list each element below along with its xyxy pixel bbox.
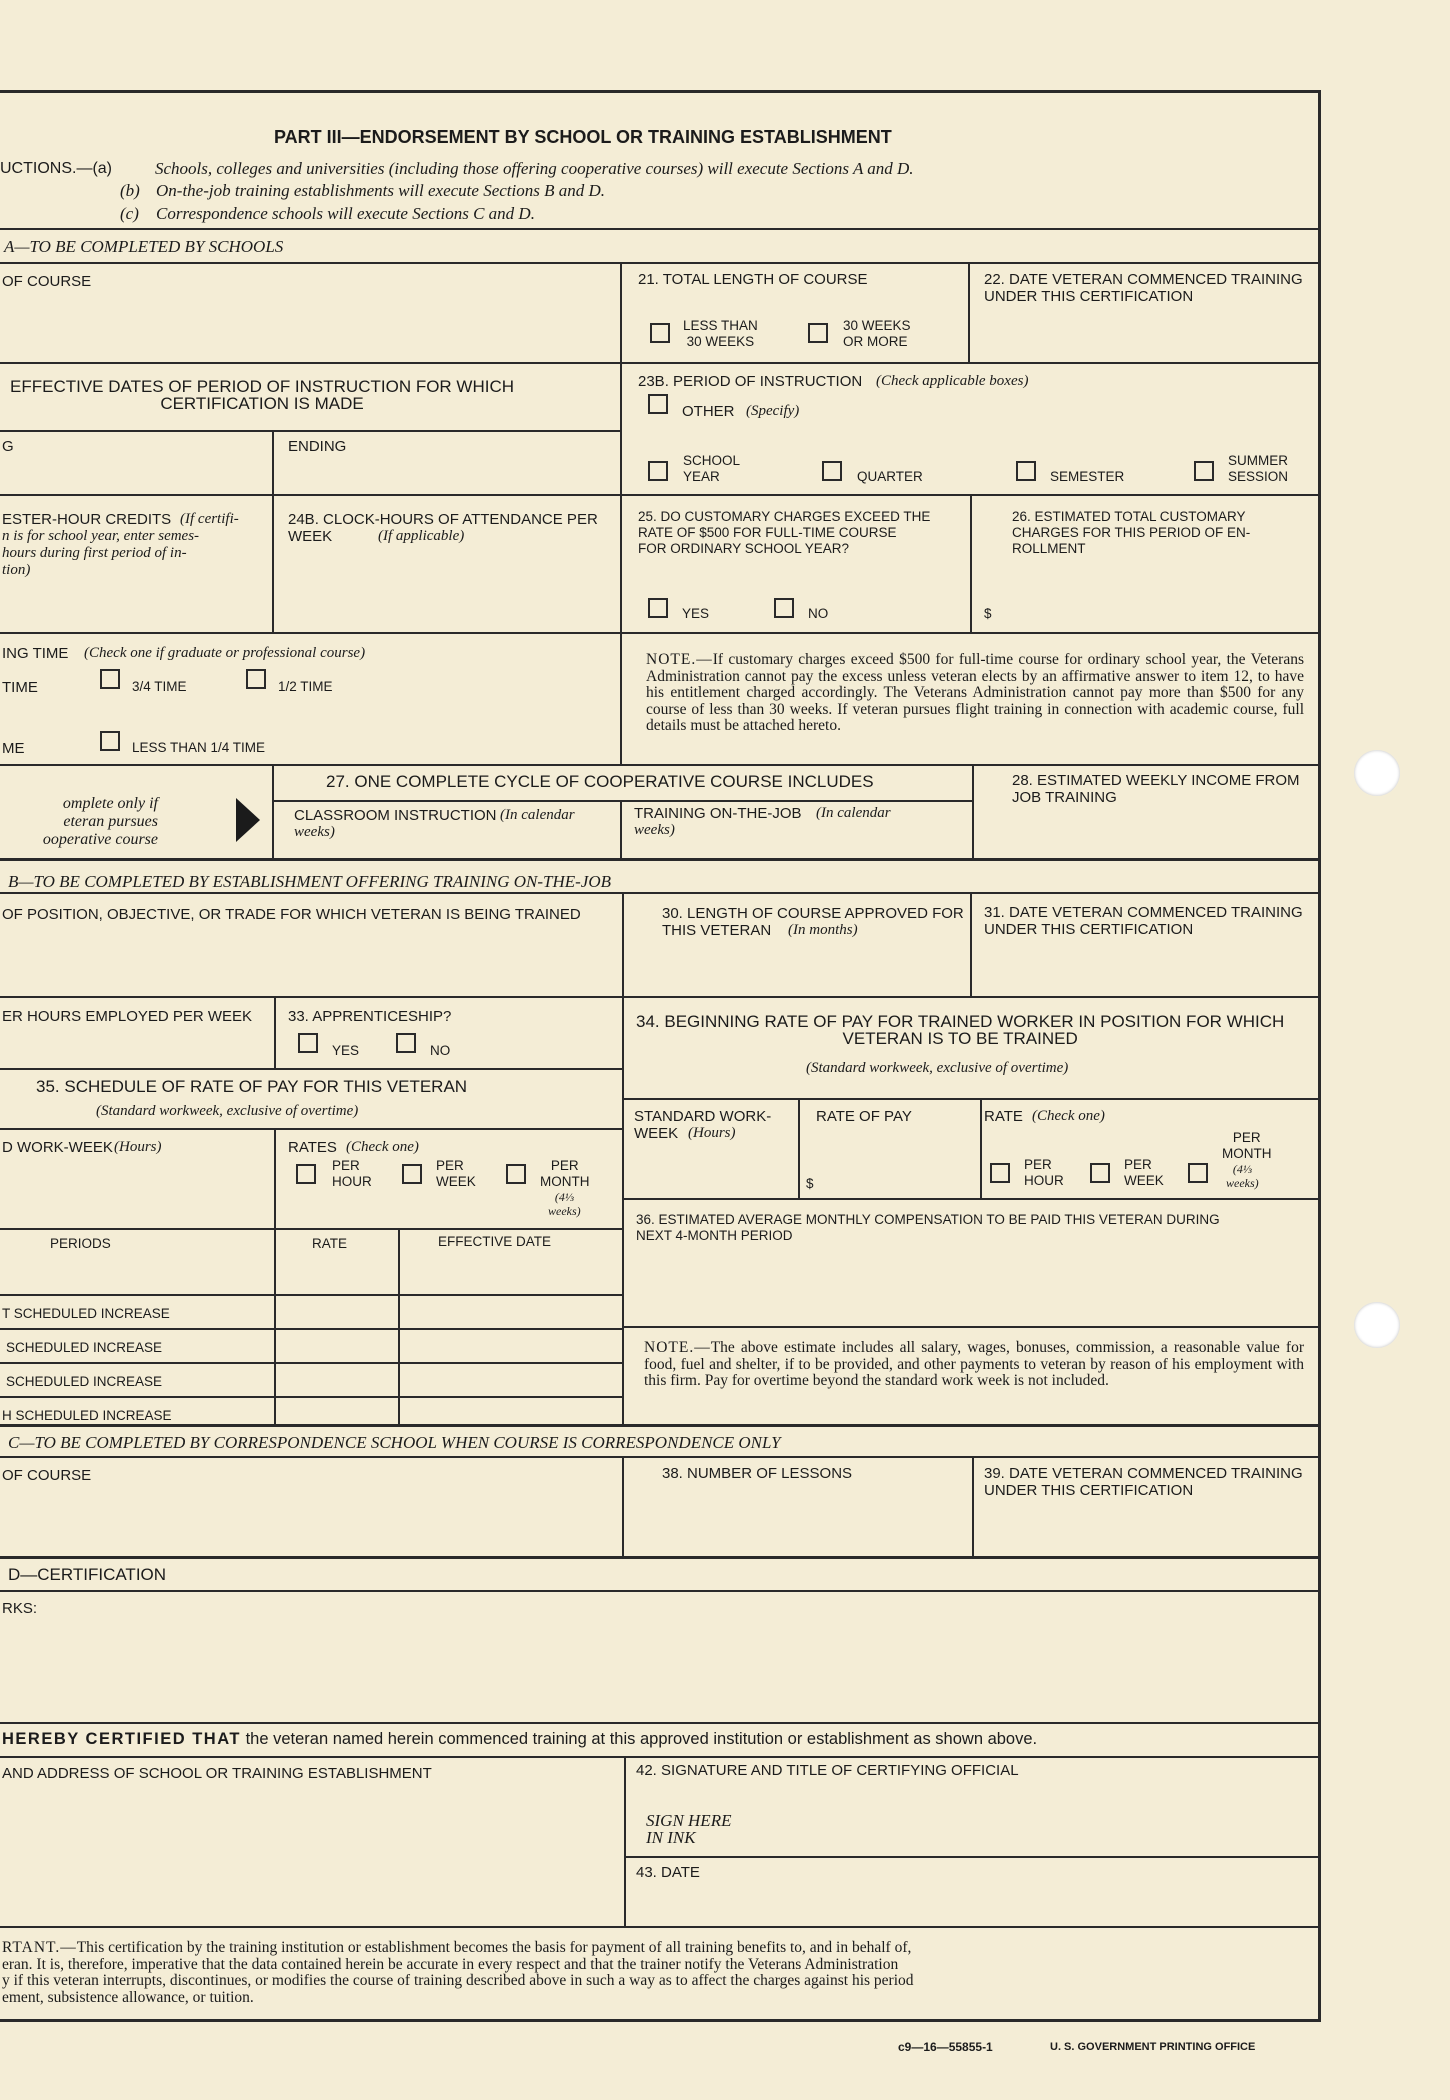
field-35-workweek-note: (Hours) [114, 1139, 162, 1155]
field-23b-label: 23B. PERIOD OF INSTRUCTION [638, 373, 863, 390]
rule-b-table-r0 [0, 1294, 622, 1296]
vrule-b34a [798, 1098, 800, 1198]
option-3-4-time: 3/4 TIME [132, 679, 187, 694]
field-39-label: 39. DATE VETERAN COMMENCED TRAINING UNDER THIS CERTIFICATION [984, 1465, 1303, 1499]
checkbox-25-yes[interactable] [648, 598, 668, 618]
checkbox-35-per-month[interactable] [506, 1164, 526, 1184]
checkbox-other[interactable] [648, 394, 668, 414]
part-title: PART III—ENDORSEMENT BY SCHOOL OR TRAINING ESTABLISHMENT [274, 127, 892, 147]
field-34-label: 34. BEGINNING RATE OF PAY FOR TRAINED WORKER IN POSITION FOR WHICH VETERAN IS TO BE TRAINED [636, 1012, 1285, 1048]
checkbox-3-4-time[interactable] [100, 669, 120, 689]
field-34-note: (Standard workweek, exclusive of overtime) [806, 1060, 1069, 1076]
vrule-coop1 [272, 764, 274, 858]
checkbox-25-no[interactable] [774, 598, 794, 618]
field-34-rate-check: RATE [984, 1108, 1023, 1125]
checkbox-less-than-1-4-time[interactable] [100, 731, 120, 751]
field-32-label: ER HOURS EMPLOYED PER WEEK [2, 1008, 253, 1025]
section-a-note [646, 652, 1304, 735]
field-35-rates: RATES [288, 1139, 337, 1156]
field-33-label: 33. APPRENTICESHIP? [288, 1008, 452, 1025]
section-b-heading: B—TO BE COMPLETED BY ESTABLISHMENT OFFERING TRAINING ON-THE-JOB [8, 872, 612, 891]
option-less-than-1-4-time: LESS THAN 1/4 TIME [132, 740, 266, 755]
option-full-time: TIME [2, 679, 38, 696]
column-periods: PERIODS [50, 1236, 111, 1251]
vrule-b33 [274, 996, 276, 1068]
option-less-than-30-weeks: LESS THAN 30 WEEKS [683, 318, 758, 349]
rule-b-row1 [0, 996, 1321, 998]
field-31-label: 31. DATE VETERAN COMMENCED TRAINING UNDER THIS CERTIFICATION [984, 904, 1303, 938]
field-28-label: 28. ESTIMATED WEEKLY INCOME FROM JOB TRAINING [1012, 772, 1300, 806]
field-24a-label: ESTER-HOUR CREDITS [2, 511, 172, 528]
field-34-standard-workweek-note: (Hours) [688, 1125, 736, 1141]
option-35-per-week: PER WEEK [436, 1158, 476, 1189]
form-number: c9—16—55855-1 [898, 2040, 993, 2054]
checkbox-35-per-week[interactable] [402, 1164, 422, 1184]
remarks-label: RKS: [2, 1600, 38, 1617]
printer-credit: U. S. GOVERNMENT PRINTING OFFICE [1050, 2041, 1256, 2053]
section-b-note-lead: NOTE.— [644, 1339, 711, 1356]
option-34-per-month: PER MONTH [1222, 1130, 1272, 1161]
rule-b-table-r1 [0, 1328, 622, 1330]
certification-statement [2, 1731, 1037, 1748]
table-row-label: T SCHEDULED INCREASE [2, 1306, 170, 1321]
vrule-b35b [398, 1228, 400, 1424]
option-35-per-hour: PER HOUR [332, 1158, 372, 1189]
rule-d-remarks [0, 1722, 1321, 1724]
important-text: This certification by the training institution or establishment becomes the basis for payment of all training benefits to, and in behalf of, eran. It is, therefore, imperative that the data contained herein be accurate in every respect and that the trainer notify the Veterans Administration y if this veteran interrupts, discontinues, or modifies the course of training described above in such a way as to affect the charges against his period ement, subsistence allowance, or tuition. [2, 1939, 914, 2006]
rule-a-header [0, 262, 1321, 264]
rule-d-sign [624, 1856, 1321, 1858]
section-d-heading: D—CERTIFICATION [8, 1565, 167, 1584]
column-effective-date: EFFECTIVE DATE [438, 1234, 552, 1249]
table-row-label: SCHEDULED INCREASE [6, 1374, 163, 1389]
option-25-no: NO [808, 606, 829, 621]
vrule-b1 [622, 892, 624, 1424]
rule-a-row1 [0, 362, 1321, 364]
checkbox-34-per-week[interactable] [1090, 1163, 1110, 1183]
checkbox-1-2-time[interactable] [246, 669, 266, 689]
rule-b-35head [0, 1128, 622, 1130]
rule-a-row3 [0, 632, 1321, 634]
option-semester: SEMESTER [1050, 469, 1125, 484]
instruction-a: Schools, colleges and universities (including those offering cooperative courses) will execute Sections A and D. [155, 159, 914, 178]
option-35-per-month-note: (4⅓ weeks) [548, 1190, 581, 1218]
option-34-per-hour: PER HOUR [1024, 1157, 1064, 1188]
option-33-no: NO [430, 1043, 451, 1058]
field-24a-note: (If certifi- n is for school year, enter semes- hours during first period of in- tion) [2, 511, 239, 578]
option-34-per-month-note: (4⅓ weeks) [1226, 1162, 1259, 1190]
section-b-note [644, 1340, 1304, 1390]
option-33-yes: YES [332, 1043, 360, 1058]
checkbox-33-no[interactable] [396, 1033, 416, 1053]
field-24b-note: (If applicable) [378, 528, 465, 544]
checkbox-less-than-30-weeks[interactable] [650, 323, 670, 343]
rule-c-header [0, 1456, 1321, 1458]
field-34-standard-workweek: STANDARD WORK- WEEK [634, 1108, 772, 1142]
table-row-label: H SCHEDULED INCREASE [2, 1408, 172, 1423]
vrule-b34b [980, 1098, 982, 1198]
field-34-rate-check-note: (Check one) [1032, 1108, 1105, 1124]
vrule-c2 [972, 1456, 974, 1556]
field-34-rate-dollar: $ [806, 1176, 814, 1191]
instruction-c: Correspondence schools will execute Sections C and D. [156, 204, 535, 223]
checkbox-30-weeks-or-more[interactable] [808, 323, 828, 343]
checkbox-34-per-hour[interactable] [990, 1163, 1010, 1183]
rule-b-34bottom [622, 1198, 1321, 1200]
rule-section-a-top [0, 228, 1321, 230]
option-other: OTHER [682, 403, 735, 420]
field-26-dollar: $ [984, 606, 992, 621]
field-27-on-the-job-note: (In calendar weeks) [634, 805, 891, 838]
option-30-weeks-or-more: 30 WEEKS OR MORE [843, 318, 911, 349]
rule-b-34 [622, 1098, 1321, 1100]
field-36-label: 36. ESTIMATED AVERAGE MONTHLY COMPENSATION TO BE PAID THIS VETERAN DURING NEXT 4-MONTH PERIOD [636, 1212, 1220, 1243]
field-22-label: 22. DATE VETERAN COMMENCED TRAINING UNDER THIS CERTIFICATION [984, 271, 1303, 305]
field-35-note: (Standard workweek, exclusive of overtime) [96, 1103, 359, 1119]
checkbox-summer-session[interactable] [1194, 461, 1214, 481]
option-other-note: (Specify) [746, 403, 800, 419]
binder-hole-bottom [1354, 1302, 1400, 1348]
column-rate: RATE [312, 1236, 348, 1251]
field-30-label: 30. LENGTH OF COURSE APPROVED FOR THIS VETERAN [662, 905, 964, 939]
table-row-label: SCHEDULED INCREASE [6, 1340, 163, 1355]
section-a-heading: A—TO BE COMPLETED BY SCHOOLS [4, 237, 284, 256]
field-training-time: ING TIME [2, 645, 69, 662]
field-30-note: (In months) [788, 922, 858, 938]
rule-section-c-top [0, 1424, 1321, 1427]
field-35-rates-note: (Check one) [346, 1139, 419, 1155]
checkbox-semester[interactable] [1016, 461, 1036, 481]
sign-here-label[interactable]: SIGN HERE IN INK [646, 1811, 732, 1847]
vrule-b2 [970, 892, 972, 996]
rule-a-row2a [0, 430, 620, 432]
section-c-heading: C—TO BE COMPLETED BY CORRESPONDENCE SCHOOL WHEN COURSE IS CORRESPONDENCE ONLY [8, 1433, 781, 1452]
checkbox-school-year[interactable] [648, 461, 668, 481]
vrule-coop2 [620, 800, 622, 858]
field-35-label: 35. SCHEDULE OF RATE OF PAY FOR THIS VETERAN [36, 1077, 468, 1096]
rule-d-header [0, 1590, 1321, 1592]
vrule-c1 [622, 1456, 624, 1556]
checkbox-33-yes[interactable] [298, 1033, 318, 1053]
checkbox-35-per-hour[interactable] [296, 1164, 316, 1184]
important-notice [2, 1940, 1302, 2006]
rule-coop [274, 800, 972, 802]
instruction-c-label: (c) [120, 204, 139, 223]
rule-b-row2 [0, 1068, 622, 1070]
field-38-label: 38. NUMBER OF LESSONS [662, 1465, 853, 1482]
vrule-b35a [274, 1128, 276, 1424]
vrule-a3 [272, 430, 274, 632]
rule-b-table-r3 [0, 1396, 622, 1398]
option-quarter: QUARTER [857, 469, 923, 484]
instructions-lead: UCTIONS.—(a) [0, 160, 112, 177]
pointer-arrow-icon [236, 798, 260, 842]
field-24b-label: 24B. CLOCK-HOURS OF ATTENDANCE PER WEEK [288, 511, 598, 545]
field-20-of-course: OF COURSE [2, 273, 92, 290]
section-a-note-text: If customary charges exceed $500 for full-time course for ordinary school year, the Veterans Administration cannot pay the excess unless veteran elects by an affirmative answer to item 12, to have his entitlement charged accordingly. The Veterans Administration cannot pay more than $500 for any course of less than 30 weeks. If veteran pursues flight training in connection with academic course, full details must be attached hereto. [646, 651, 1304, 734]
field-training-time-note: (Check one if graduate or professional course) [84, 645, 366, 661]
checkbox-quarter[interactable] [822, 461, 842, 481]
field-43-label: 43. DATE [636, 1864, 700, 1881]
section-a-note-lead: NOTE.— [646, 651, 713, 668]
field-23-ending: ENDING [288, 438, 347, 455]
rule-b-36 [622, 1326, 1321, 1328]
field-29-label: OF POSITION, OBJECTIVE, OR TRADE FOR WHICH VETERAN IS BEING TRAINED [2, 906, 581, 923]
field-27-classroom-note: (In calendar weeks) [294, 807, 575, 840]
option-1-2-time: 1/2 TIME [278, 679, 333, 694]
rule-b-table-head [0, 1228, 622, 1230]
rule-b-table-r2 [0, 1362, 622, 1364]
field-41-label: AND ADDRESS OF SCHOOL OR TRAINING ESTABLISHMENT [2, 1765, 432, 1782]
rule-d-cert [0, 1756, 1321, 1758]
section-b-note-text: The above estimate includes all salary, wages, bonuses, commission, a reasonable value for food, fuel and shelter, if to be provided, and other payments to veteran by reason of his employment with this firm. Pay for overtime beyond the standard work week is not included. [644, 1339, 1304, 1389]
rule-a-row4 [0, 764, 1321, 766]
vrule-a2 [968, 262, 970, 362]
certification-text: the veteran named herein commenced training at this approved institution or establishment as shown above. [245, 1730, 1038, 1748]
vrule-a4 [970, 494, 972, 632]
field-27-on-the-job: TRAINING ON-THE-JOB [634, 805, 802, 822]
option-34-per-week: PER WEEK [1124, 1157, 1164, 1188]
field-42-label: 42. SIGNATURE AND TITLE OF CERTIFYING OFFICIAL [636, 1762, 1019, 1779]
option-25-yes: YES [682, 606, 710, 621]
instruction-b-label: (b) [120, 181, 140, 200]
cooperative-course-label: omplete only if eteran pursues ooperative course [42, 795, 158, 848]
checkbox-34-per-month[interactable] [1188, 1163, 1208, 1183]
field-25-label: 25. DO CUSTOMARY CHARGES EXCEED THE RATE OF $500 FOR FULL-TIME COURSE FOR ORDINARY SCHOOL YEAR? [638, 509, 931, 556]
important-lead: RTANT.— [2, 1939, 77, 1956]
vrule-coop3 [972, 764, 974, 858]
rule-b-header [0, 892, 1321, 894]
option-summer-session: SUMMER SESSION [1228, 453, 1289, 484]
field-26-label: 26. ESTIMATED TOTAL CUSTOMARY CHARGES FOR THIS PERIOD OF EN- ROLLMENT [1012, 509, 1251, 556]
option-35-per-month: PER MONTH [540, 1158, 590, 1189]
rule-section-d-top [0, 1556, 1321, 1559]
field-35-workweek: D WORK-WEEK [2, 1139, 113, 1156]
instruction-b: On-the-job training establishments will execute Sections B and D. [156, 181, 606, 200]
field-34-rate-of-pay: RATE OF PAY [816, 1108, 912, 1125]
vrule-d1 [624, 1756, 626, 1926]
rule-section-b-top [0, 858, 1321, 861]
certification-lead: HEREBY CERTIFIED THAT [2, 1730, 241, 1748]
rule-d-bottom [0, 1926, 1321, 1928]
field-23b-note: (Check applicable boxes) [876, 373, 1029, 389]
field-23a-label: EFFECTIVE DATES OF PERIOD OF INSTRUCTION FOR WHICH CERTIFICATION IS MADE [10, 377, 515, 413]
field-21-label: 21. TOTAL LENGTH OF COURSE [638, 271, 868, 288]
option-school-year: SCHOOL YEAR [683, 453, 741, 484]
rule-a-row2 [0, 494, 1321, 496]
option-1-4-time: ME [2, 740, 25, 757]
field-37-of-course: OF COURSE [2, 1467, 92, 1484]
binder-hole-top [1354, 750, 1400, 796]
field-23-beginning: G [2, 438, 14, 455]
field-27-classroom: CLASSROOM INSTRUCTION [294, 807, 497, 824]
field-27-label: 27. ONE COMPLETE CYCLE OF COOPERATIVE COURSE INCLUDES [326, 772, 874, 791]
vrule-a1 [620, 262, 622, 764]
